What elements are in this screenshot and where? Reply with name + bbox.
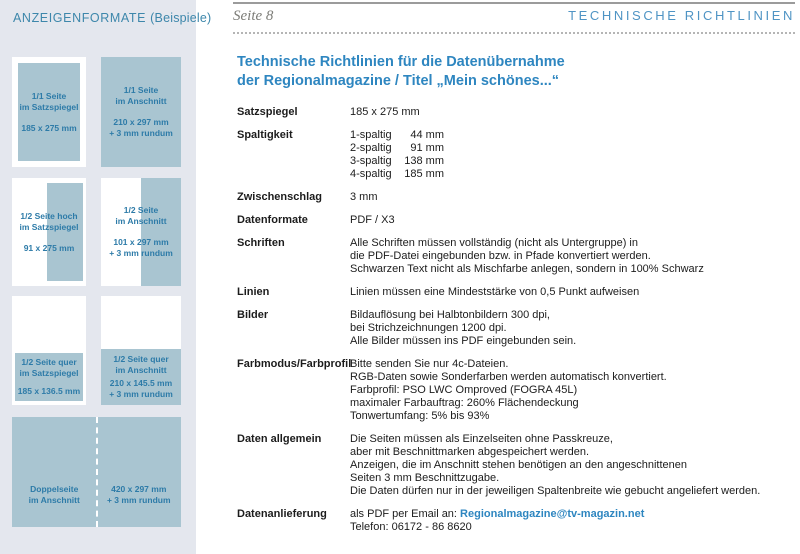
sidebar-title [13, 11, 211, 25]
format-box-1-2-anschnitt [101, 178, 181, 286]
spec-value-pair [350, 168, 795, 181]
spec-label: Schriften [237, 237, 285, 249]
format-label: im Anschnitt [115, 216, 167, 226]
email-link[interactable]: Regionalmagazine@tv-magazin.net [460, 508, 645, 520]
spec-label: Datenanlieferung [237, 508, 327, 520]
format-dims: 185 x 136.5 mm [17, 386, 81, 396]
top-rule [233, 2, 795, 4]
spec-label: Datenformate [237, 214, 308, 226]
column-width: 44 mm [410, 129, 444, 141]
spec-label: Zwischenschlag [237, 191, 322, 203]
column-name: 1-spaltig [350, 129, 392, 141]
spec-value-pair [350, 155, 795, 168]
spec-row [237, 508, 795, 534]
format-box-1-2-hoch-satzspiegel [12, 178, 86, 286]
column-width: 185 mm [404, 168, 444, 180]
column-name: 3-spaltig [350, 155, 392, 167]
format-dims: + 3 mm rundum [109, 128, 173, 138]
document-title-line1: Technische Richtlinien für die Datenübernahme [237, 54, 565, 70]
spec-label: Spaltigkeit [237, 129, 293, 141]
format-label: im Anschnitt [115, 96, 167, 106]
spec-row [237, 433, 795, 498]
spec-value-line: Bitte senden Sie nur 4c-Dateien. [350, 358, 509, 370]
spec-row [237, 237, 795, 276]
spec-label: Farbmodus/Farbprofil [237, 358, 352, 370]
spec-value-line: die PDF-Datei eingebunden bzw. in Pfade konvertiert werden. [350, 250, 651, 262]
spec-value-pair [350, 142, 795, 155]
spec-label: Linien [237, 286, 270, 298]
spec-value [350, 214, 795, 227]
column-width: 138 mm [404, 155, 444, 167]
spec-row [237, 309, 795, 348]
spec-value-line: 3 mm [350, 191, 378, 203]
format-label: 1/2 Seite quer [21, 357, 77, 367]
document-title [237, 53, 565, 91]
format-box-1-1-anschnitt [101, 57, 181, 167]
spec-value-line: Die Seiten müssen als Einzelseiten ohne Passkreuze, [350, 433, 613, 445]
main-content [233, 0, 795, 554]
spec-value [350, 309, 795, 348]
spec-value [350, 286, 795, 299]
spec-value-line: aber mit Beschnittmarken abgespeichert werden. [350, 446, 590, 458]
email-prefix: als PDF per Email an: [350, 508, 461, 520]
spec-value-line: Seiten 3 mm Beschnittzugabe. [350, 472, 500, 484]
spec-value-pair [350, 129, 795, 142]
format-label: im Satzspiegel [19, 221, 79, 232]
spec-value-line: Telefon: 06172 - 86 8620 [350, 521, 472, 533]
format-box-1-2-quer-anschnitt [101, 296, 181, 405]
format-box-1-1-satzspiegel [12, 57, 86, 167]
format-dims: + 3 mm rundum [106, 495, 171, 505]
format-dims: + 3 mm rundum [109, 389, 173, 399]
spec-value-line: Anzeigen, die im Anschnitt stehen benötigen an den angeschnittenen [350, 459, 687, 471]
spec-value-line: Farbprofil: PSO LWC Omproved (FOGRA 45L) [350, 384, 578, 396]
format-label: im Satzspiegel [19, 101, 79, 112]
spec-row [237, 129, 795, 181]
spec-row [237, 286, 795, 299]
page-number-label: Seite 8 [233, 8, 274, 24]
format-dims: + 3 mm rundum [109, 248, 173, 258]
spec-value [350, 237, 795, 276]
spec-row [237, 214, 795, 227]
dotted-rule [233, 32, 795, 34]
spec-value-line: RGB-Daten sowie Sonderfarben werden automatisch konvertiert. [350, 371, 667, 383]
format-dims: 210 x 297 mm [113, 117, 169, 127]
column-width: 91 mm [410, 142, 444, 154]
sidebar-title-suffix: (Beispiele) [150, 11, 212, 25]
spec-value [350, 106, 795, 119]
spec-value-line: Tonwertumfang: 5% bis 93% [350, 410, 490, 422]
spec-label: Daten allgemein [237, 433, 322, 445]
spec-value-line: 185 x 275 mm [350, 106, 420, 118]
page-header [233, 8, 795, 25]
format-dims: 185 x 275 mm [21, 122, 77, 133]
spec-value [350, 433, 795, 498]
format-dims: 210 x 145.5 mm [109, 378, 173, 388]
spec-label: Bilder [237, 309, 269, 321]
format-label: im Anschnitt [115, 365, 167, 375]
spec-value-line: Bildauflösung bei Halbtonbildern 300 dpi, [350, 309, 550, 321]
spec-value [350, 358, 795, 423]
format-label: 1/2 Seite quer [113, 354, 169, 364]
spec-table [237, 106, 795, 544]
format-label: 1/2 Seite [123, 205, 159, 215]
spec-value [350, 191, 795, 204]
format-dims: 91 x 275 mm [23, 242, 75, 253]
format-label: im Satzspiegel [19, 368, 79, 378]
spec-value-line: Linien müssen eine Mindeststärke von 0,5 Punkt aufweisen [350, 286, 640, 298]
spec-value-line: maximaler Farbauftrag: 260% Flächendeckung [350, 397, 579, 409]
sidebar-ad-formats [0, 0, 212, 554]
spec-value-line: bei Strichzeichnungen 1200 dpi. [350, 322, 507, 334]
format-box-doppelseite-anschnitt [12, 417, 181, 527]
spec-value-line: Schwarzen Text nicht als Mischfarbe anlegen, sondern in 100% Schwarz [350, 263, 704, 275]
column-name: 4-spaltig [350, 168, 392, 180]
spec-row [237, 191, 795, 204]
format-label: Doppelseite [30, 484, 79, 494]
spec-value-line: Alle Schriften müssen vollständig (nicht als Untergruppe) in [350, 237, 638, 249]
format-dims: 420 x 297 mm [111, 484, 167, 494]
format-label: im Anschnitt [28, 495, 80, 505]
spec-row [237, 106, 795, 119]
document-title-line2: der Regionalmagazine / Titel „Mein schönes...“ [237, 73, 560, 89]
spec-value-line: PDF / X3 [350, 214, 395, 226]
format-dims: 101 x 297 mm [113, 237, 169, 247]
spec-row [237, 358, 795, 423]
section-title: TECHNISCHE RICHTLINIEN [568, 8, 795, 23]
format-label: 1/1 Seite [31, 90, 67, 101]
format-box-1-2-quer-satzspiegel [12, 296, 86, 405]
spec-label: Satzspiegel [237, 106, 298, 118]
spec-value-line: Die Daten dürfen nur in der jeweiligen Spaltenbreite wie gebucht angeliefert werden. [350, 485, 761, 497]
spec-value [350, 129, 795, 181]
sidebar-title-main: ANZEIGENFORMATE [13, 11, 147, 25]
spec-value [350, 508, 795, 534]
spec-value-line: Alle Bilder müssen ins PDF eingebunden sein. [350, 335, 577, 347]
format-label: 1/1 Seite [123, 85, 159, 95]
column-name: 2-spaltig [350, 142, 392, 154]
spec-value-line [350, 508, 795, 521]
format-label: 1/2 Seite hoch [20, 210, 78, 221]
